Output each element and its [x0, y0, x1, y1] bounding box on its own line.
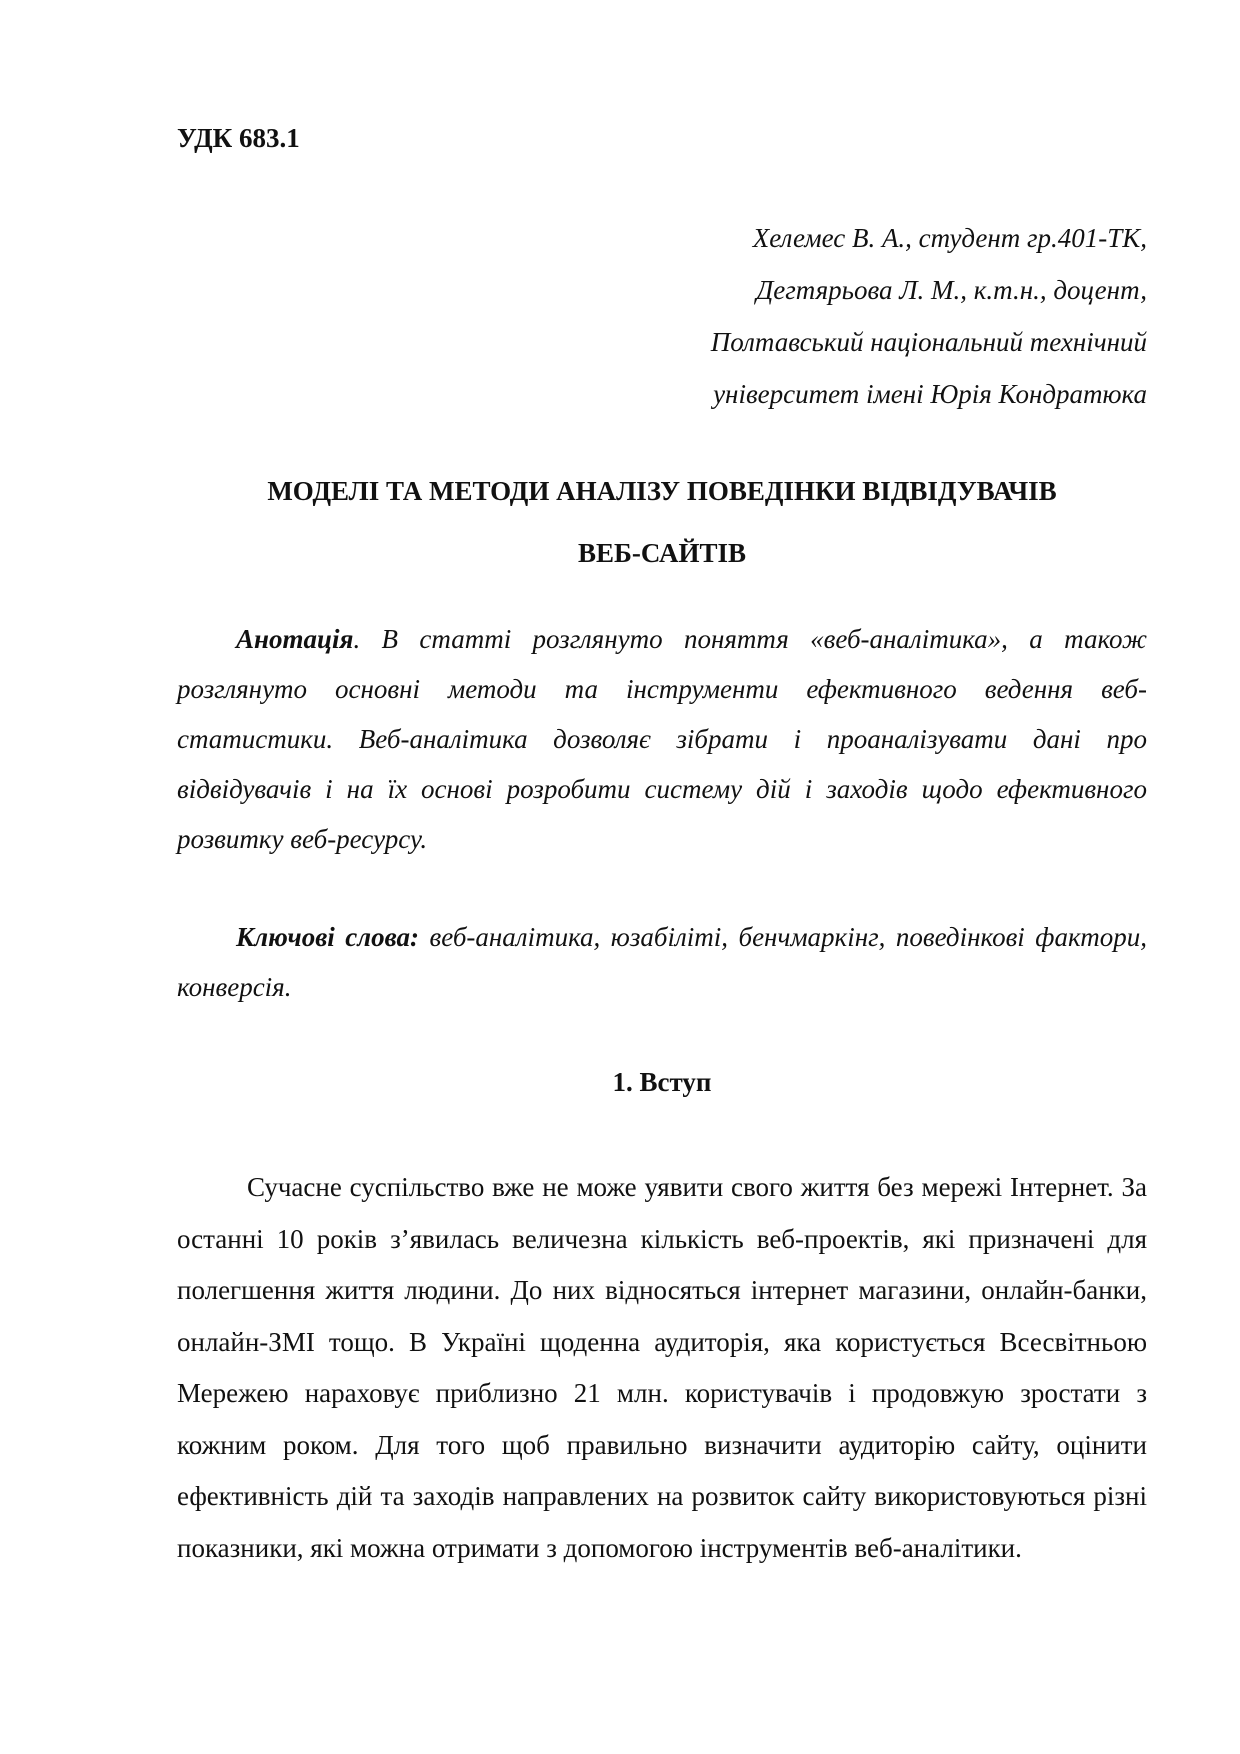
abstract [177, 614, 1147, 864]
affiliation-line: Полтавський національний технічний [710, 327, 1147, 357]
author-block [587, 212, 1147, 420]
keywords-label: Ключові слова: [236, 922, 419, 952]
affiliation-line: університет імені Юрія Кондратюка [713, 379, 1147, 409]
abstract-label: Анотація [236, 624, 354, 654]
keywords-text: веб-аналітика, юзабіліті, бенчмаркінг, поведінкові фактори, конверсія. [177, 922, 1147, 1002]
author-line: Дегтярьова Л. М., к.т.н., доцент, [756, 275, 1147, 305]
paper-title-line: МОДЕЛІ ТА МЕТОДИ АНАЛІЗУ ПОВЕДІНКИ ВІДВІДУВАЧІВ [267, 476, 1057, 506]
section-body-text: Сучасне суспільство вже не може уявити свого життя без мережі Інтернет. За останні 10 років з’явилась величезна кількість веб-проектів, які призначені для полегшення життя людини. До них відносяться інтернет магазини, онлайн-банки, онлайн-ЗМІ тощо. В Україні щоденна аудиторія, яка користується Всесвітньою Мережею нараховує приблизно 21 млн. користувачів і продовжую зростати з кожним роком. Для того щоб правильно визначити аудиторію сайту, оцінити ефективність дій та заходів направлених на розвиток сайту використовуються різні показники, які можна отримати з допомогою інструментів веб-аналітики. [177, 1172, 1147, 1563]
paper-title-line: ВЕБ-САЙТІВ [577, 538, 747, 568]
abstract-text: . В статті розглянуто поняття «веб-аналітика», а також розглянуто основні методи та інструменти ефективного ведення веб-статистики. Веб-аналітика дозволяє зібрати і проаналізувати дані про відвідувачів і на їх основі розробити систему дій і заходів щодо ефективного розвитку веб-ресурсу. [177, 624, 1147, 854]
keywords [177, 912, 1147, 1012]
section-heading: 1. Вступ [612, 1067, 712, 1097]
paper-title [177, 460, 1147, 584]
udk-code: УДК 683.1 [177, 123, 300, 153]
author-line: Хелемес В. А., студент гр.401-ТК, [752, 223, 1147, 253]
